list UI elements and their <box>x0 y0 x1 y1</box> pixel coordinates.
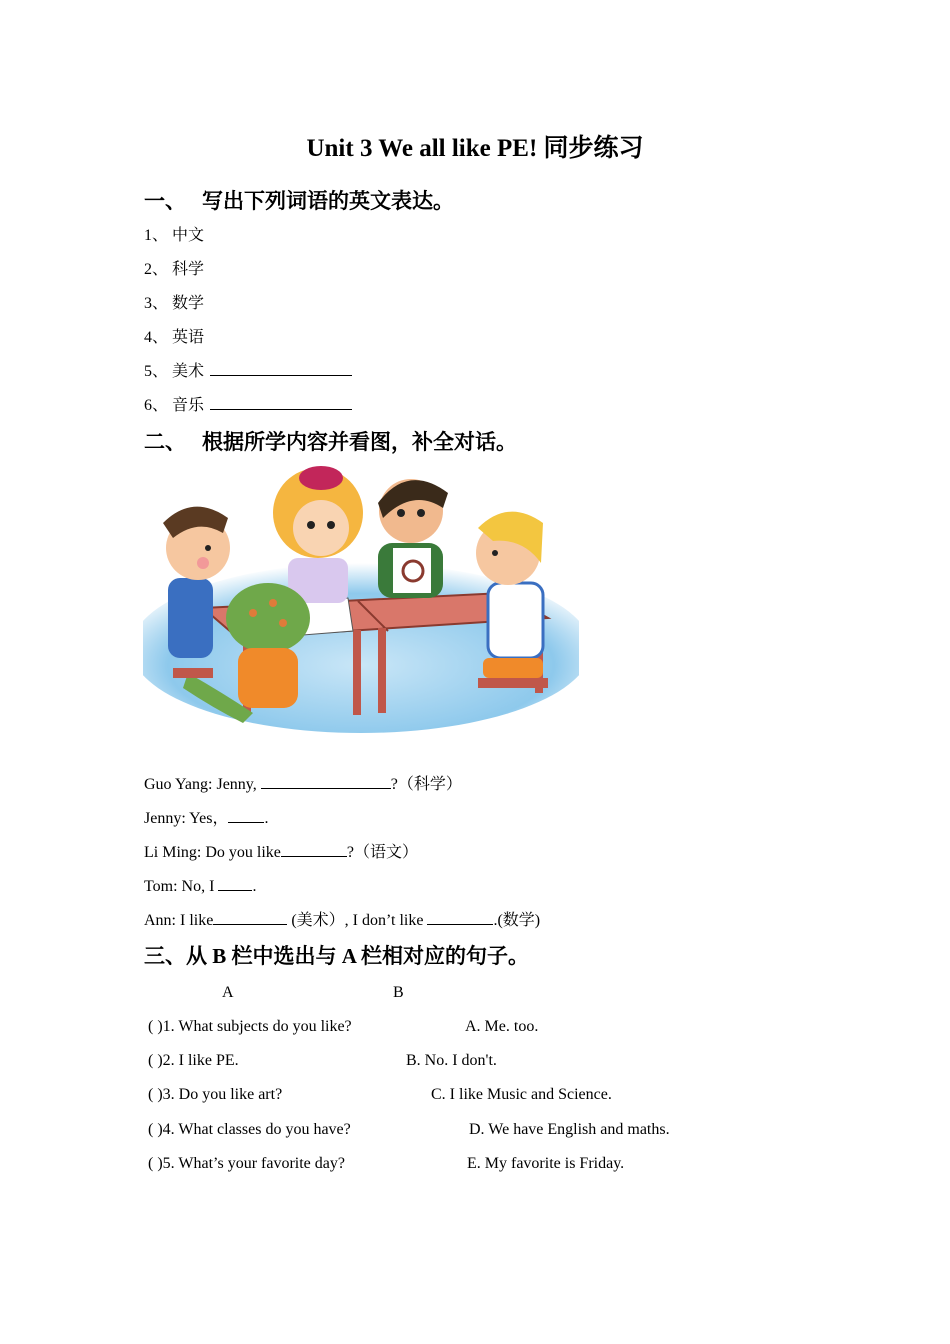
dialogue-line-1-start: Guo Yang: Jenny, <box>144 776 261 793</box>
dialogue-line-2-end: . <box>264 810 269 827</box>
vocab-item-5: 5、 美术 <box>144 363 205 380</box>
boy-middle-figure <box>378 479 448 598</box>
dialogue-line-1 <box>144 774 462 796</box>
vocab-item-4: 4、 英语 <box>144 329 205 346</box>
section-3-heading: 三、从 B 栏中选出与 A 栏相对应的句子。 <box>144 944 530 968</box>
match-question-3: ( )3. Do you like art? <box>148 1086 283 1103</box>
answer-blank[interactable] <box>281 842 347 857</box>
vocab-item-1: 1、 中文 <box>144 227 205 244</box>
vocab-item-3: 3、 数学 <box>144 295 205 312</box>
answer-blank[interactable] <box>213 910 287 925</box>
section-2-number: 二、 <box>144 430 186 454</box>
dialogue-line-3-start: Li Ming: Do you like <box>144 844 281 861</box>
dialogue-line-5-end: .(数学) <box>493 912 541 929</box>
match-question-4: ( )4. What classes do you have? <box>148 1121 351 1138</box>
section-1-number: 一、 <box>144 189 186 213</box>
match-question-2: ( )2. I like PE. <box>148 1052 239 1069</box>
answer-blank[interactable] <box>210 395 352 410</box>
dialogue-line-4 <box>144 876 256 898</box>
dialogue-line-5-start: Ann: I like <box>144 912 214 929</box>
answer-blank[interactable] <box>261 774 391 789</box>
match-question-5: ( )5. What’s your favorite day? <box>148 1155 345 1172</box>
section-1-instruction: 写出下列词语的英文表达。 <box>202 189 454 213</box>
section-1-heading <box>144 187 454 215</box>
section-2-instruction: 根据所学内容并看图，补全对话。 <box>202 430 517 454</box>
vocab-item-6-row <box>144 395 352 417</box>
answer-blank[interactable] <box>218 876 252 891</box>
match-answer-b: B. No. I don't. <box>406 1052 497 1069</box>
match-answer-a: A. Me. too. <box>465 1018 539 1035</box>
dialogue-line-4-end: . <box>252 878 257 895</box>
dialogue-line-4-start: Tom: No, I <box>144 878 219 895</box>
classroom-illustration <box>143 463 579 743</box>
dialogue-line-5-middle: (美术）, I don’t like <box>287 912 428 929</box>
answer-blank[interactable] <box>427 910 493 925</box>
dialogue-line-5 <box>144 910 540 932</box>
column-b-header: B <box>393 984 404 1001</box>
dialogue-line-2-start: Jenny: Yes， <box>144 810 229 827</box>
page-title: Unit 3 We all like PE! 同步练习 <box>306 135 644 162</box>
dialogue-line-1-end: ?（科学） <box>390 776 462 793</box>
vocab-item-6: 6、 音乐 <box>144 397 205 414</box>
vocab-item-5-row <box>144 361 352 383</box>
match-question-1: ( )1. What subjects do you like? <box>148 1018 352 1035</box>
dialogue-line-3-end: ?（语文） <box>346 844 418 861</box>
boy-right-figure <box>476 512 548 688</box>
vocab-item-2: 2、 科学 <box>144 261 205 278</box>
column-a-header: A <box>222 984 234 1001</box>
dialogue-line-2 <box>144 808 268 830</box>
match-answer-c: C. I like Music and Science. <box>431 1086 612 1103</box>
match-answer-e: E. My favorite is Friday. <box>467 1155 625 1172</box>
answer-blank[interactable] <box>210 361 352 376</box>
answer-blank[interactable] <box>228 808 264 823</box>
section-2-heading <box>144 428 517 456</box>
dialogue-line-3 <box>144 842 418 864</box>
match-answer-d: D. We have English and maths. <box>469 1121 670 1138</box>
